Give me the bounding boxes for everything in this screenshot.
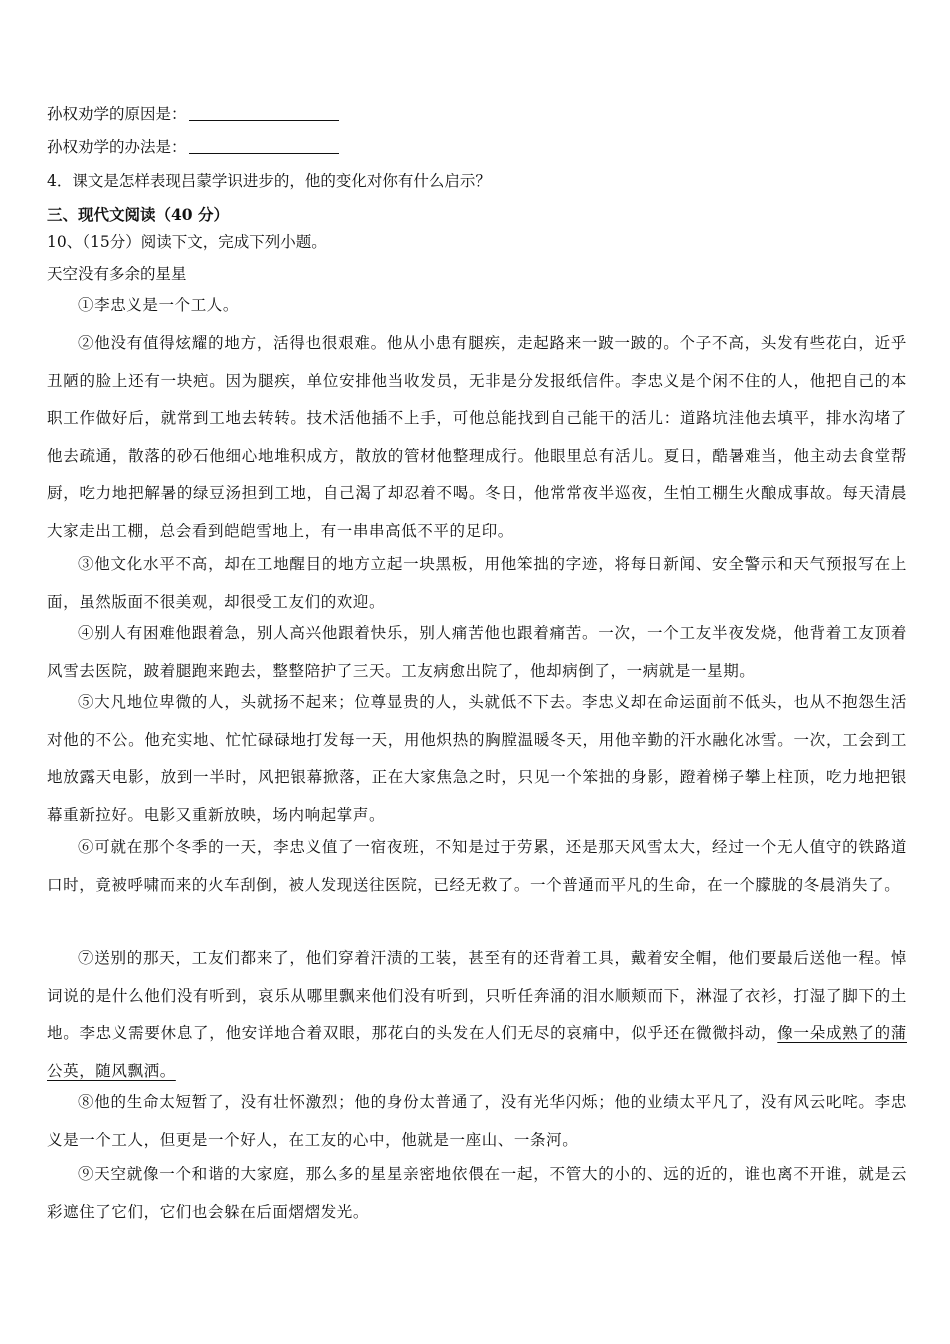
- question-method-line: [47, 137, 339, 157]
- answer-blank-method[interactable]: [189, 137, 339, 154]
- paragraph-5: ⑤大凡地位卑微的人，头就扬不起来；位尊显贵的人，头就低不下去。李忠义却在命运面前不低头，也从不抱怨生活对他的不公。他充实地、忙忙碌碌地打发每一天，用他炽热的胸膛温暖冬天，用他辛勤的汗水融化冰雪。一次，工会到工地放露天电影，放到一半时，风把银幕掀落，正在大家焦急之时，只见一个笨拙的身影，蹬着梯子攀上柱顶，吃力地把银幕重新拉好。电影又重新放映，场内响起掌声。: [47, 693, 907, 824]
- paragraph-4: ④别人有困难他跟着急，别人高兴他跟着快乐，别人痛苦他也跟着痛苦。一次，一个工友半夜发烧，他背着工友顶着风雪去医院，跛着腿跑来跑去，整整陪护了三天。工友病愈出院了，他却病倒了，一病就是一星期。: [47, 624, 907, 680]
- paragraph-6: ⑥可就在那个冬季的一天，李忠义值了一宿夜班，不知是过于劳累，还是那天风雪太大，经过一个无人值守的铁路道口时，竟被呼啸而来的火车刮倒，被人发现送往医院，已经无救了。一个普通而平凡的生命，在一个朦胧的冬晨消失了。: [47, 838, 907, 894]
- answer-blank-reason[interactable]: [189, 104, 339, 121]
- paragraph-8: ⑧他的生命太短暂了，没有壮怀激烈；他的身份太普通了，没有光华闪烁；他的业绩太平凡了，没有风云叱咤。李忠义是一个工人，但更是一个好人，在工友的心中，他就是一座山、一条河。: [47, 1093, 907, 1149]
- paragraph-2: ②他没有值得炫耀的地方，活得也很艰难。他从小患有腿疾，走起路来一跛一跛的。个子不高，头发有些花白，近乎丑陋的脸上还有一块疤。因为腿疾，单位安排他当收发员，无非是分发报纸信件。李忠义是个闲不住的人，他把自己的本职工作做好后，就常到工地去转转。技术活他插不上手，可他总能找到自己能干的活儿：道路坑洼他去填平，排水沟堵了他去疏通，散落的砂石他细心地堆积成方，散放的管材他整理成行。他眼里总有活儿。夏日，酷暑难当，他主动去食堂帮厨，吃力地把解暑的绿豆汤担到工地，自己渴了却忍着不喝。冬日，他常常夜半巡夜，生怕工棚生火酿成事故。每天清晨大家走出工棚，总会看到皑皑雪地上，有一串串高低不平的足印。: [47, 334, 907, 540]
- question-method-label: 孙权劝学的办法是：: [47, 138, 187, 156]
- article-title: 天空没有多余的星星: [47, 265, 187, 283]
- paragraph-3: ③他文化水平不高，却在工地醒目的地方立起一块黑板，用他笨拙的字迹，将每日新闻、安全警示和天气预报写在上面，虽然版面不很美观，却很受工友们的欢迎。: [47, 555, 907, 611]
- paragraph-1: ①李忠义是一个工人。: [78, 296, 240, 314]
- paragraph-7: [47, 940, 907, 1090]
- paragraph-7-underlined: 像一朵成熟了的蒲公英，随风飘洒。: [47, 1024, 907, 1080]
- section-heading: 三、现代文阅读（40 分）: [47, 205, 229, 224]
- question-4: 4．课文是怎样表现吕蒙学识进步的，他的变化对你有什么启示？: [47, 172, 491, 190]
- paragraph-9: ⑨天空就像一个和谐的大家庭，那么多的星星亲密地依偎在一起，不管大的小的、远的近的，谁也离不开谁，就是云彩遮住了它们，它们也会躲在后面熠熠发光。: [47, 1165, 907, 1221]
- paragraph-7-text: ⑦送别的那天，工友们都来了，他们穿着汗渍的工装，甚至有的还背着工具，戴着安全帽，他们要最后送他一程。悼词说的是什么他们没有听到，哀乐从哪里飘来他们没有听到，只听任奔涌的泪水顺颊而下，淋湿了衣衫，打湿了脚下的土地。李忠义需要休息了，他安详地合着双眼，那花白的头发在人们无尽的哀痛中，似乎还在微微抖动，: [47, 949, 907, 1043]
- question-reason-line: [47, 104, 339, 124]
- question-10-prompt: 10、（15分）阅读下文，完成下列小题。: [47, 233, 327, 251]
- question-reason-label: 孙权劝学的原因是：: [47, 105, 187, 123]
